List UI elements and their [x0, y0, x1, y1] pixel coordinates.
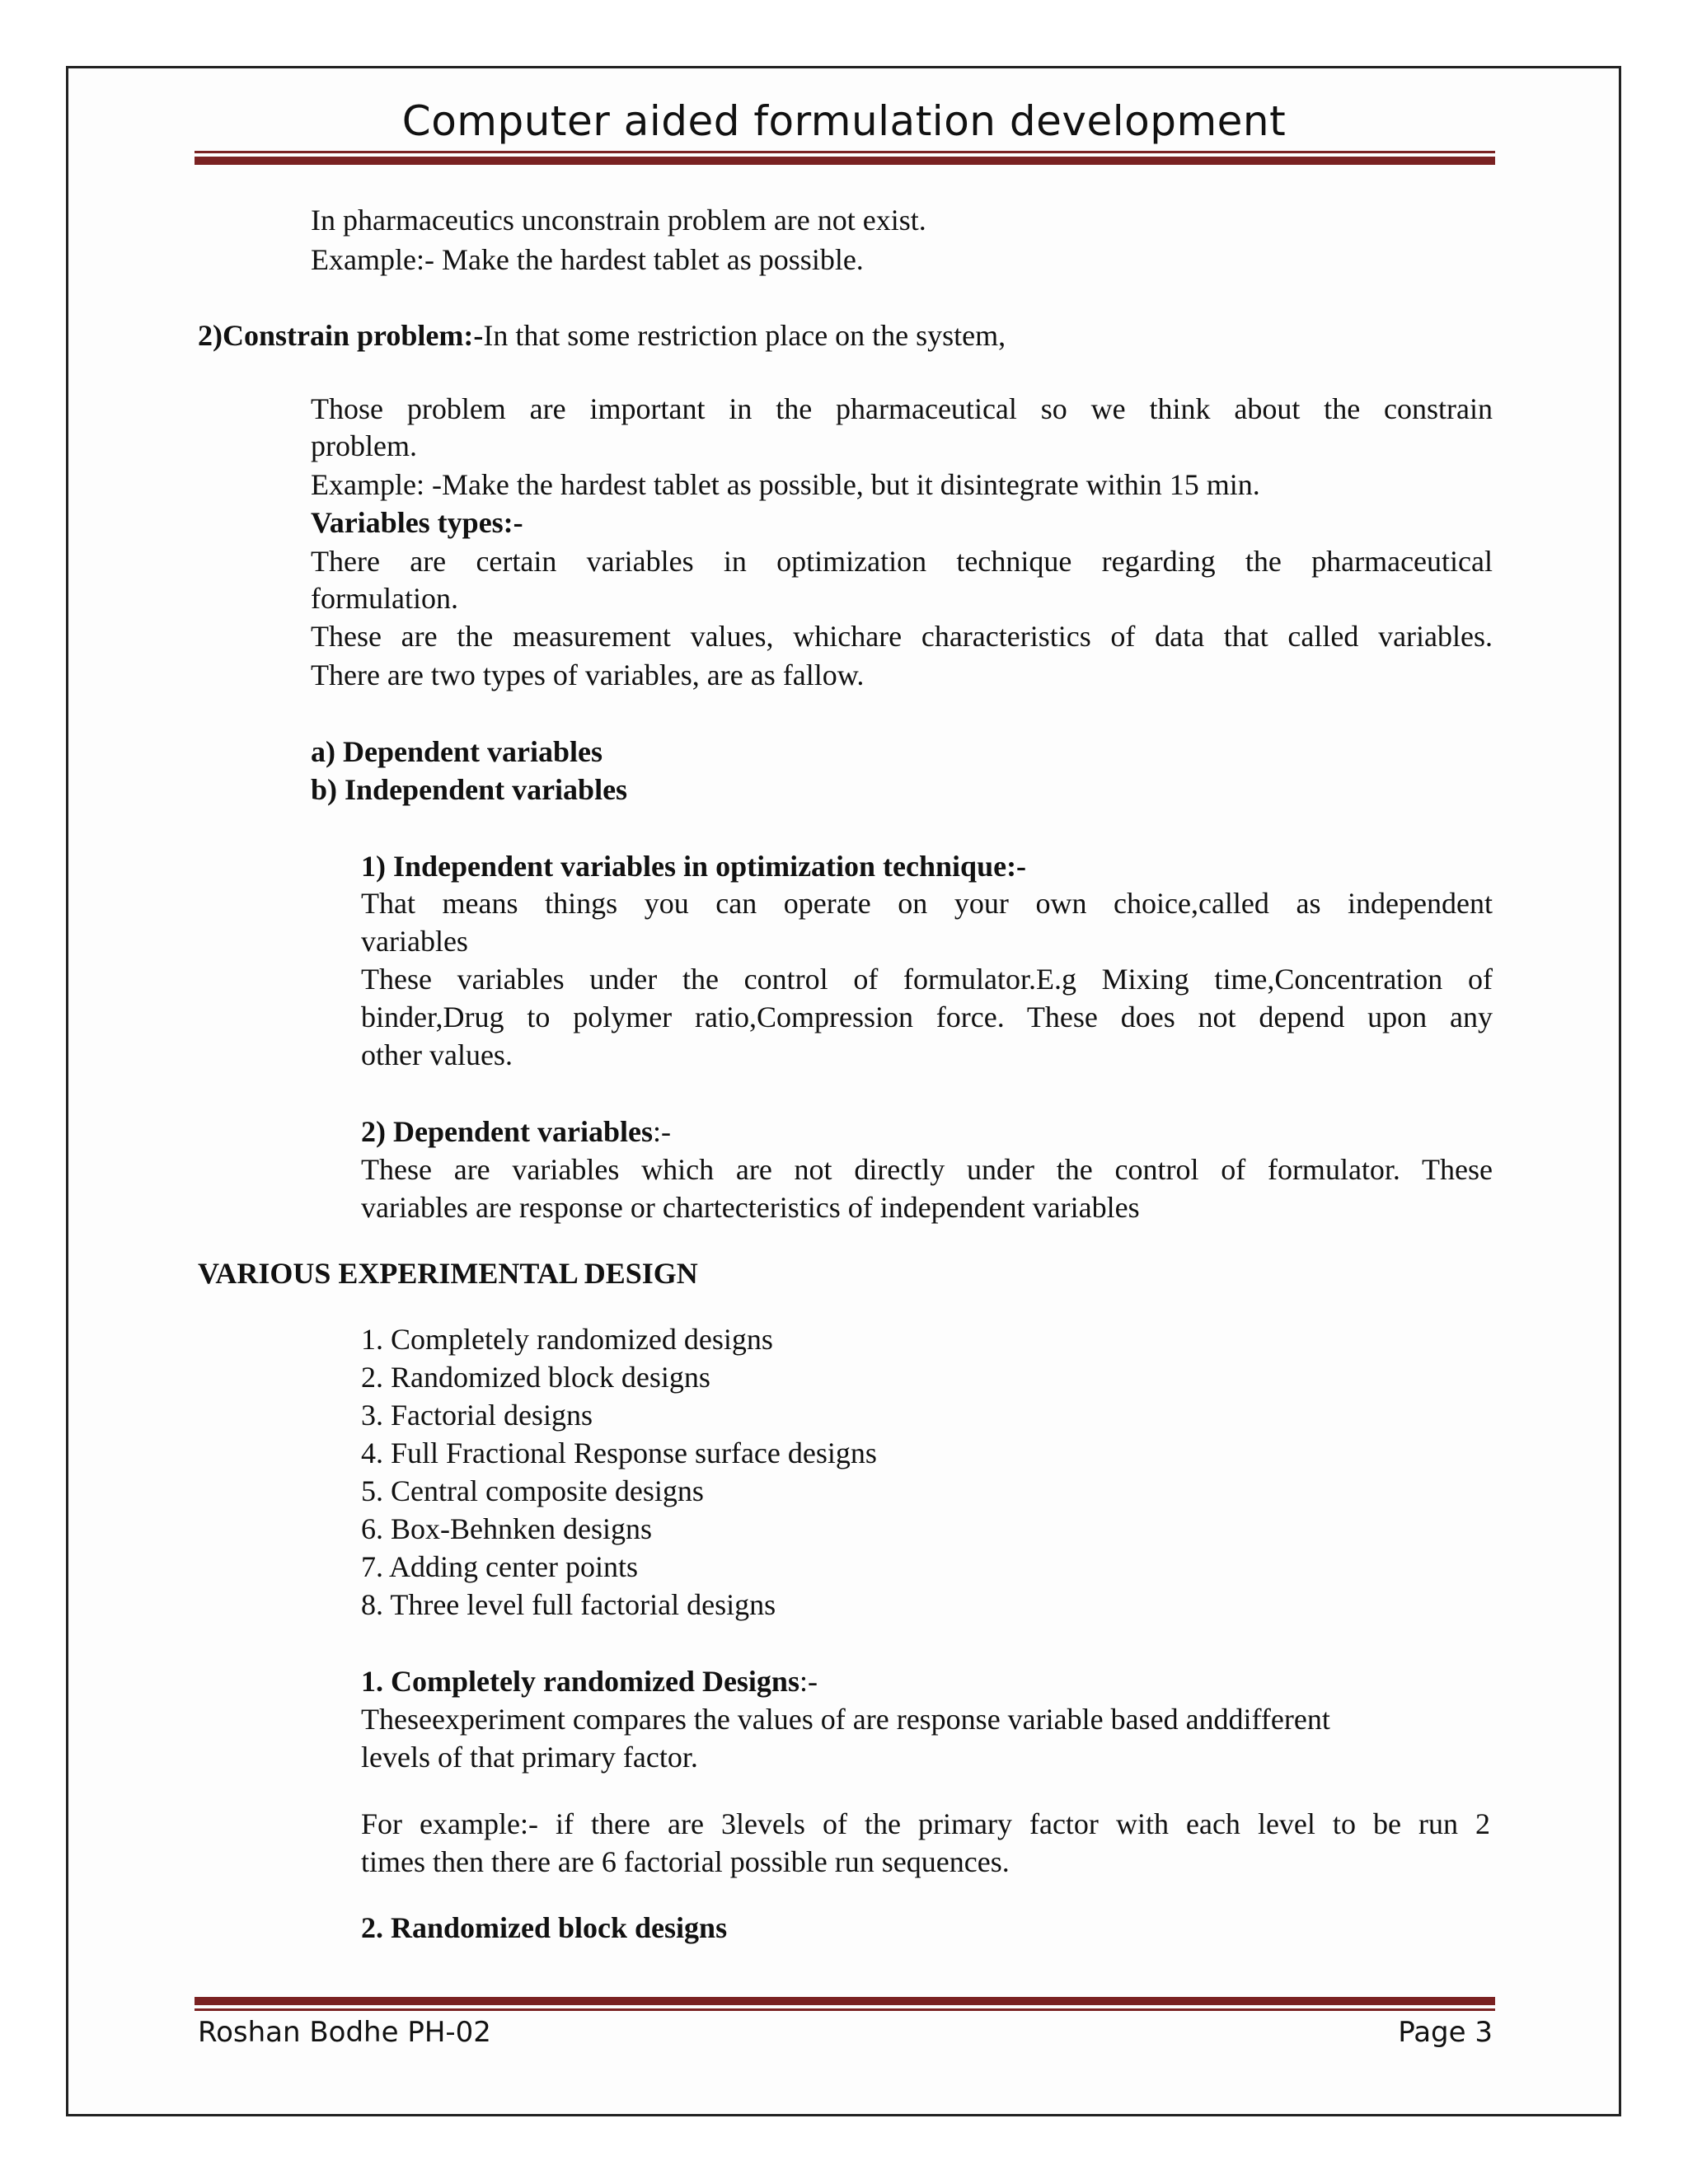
text-line: problem.: [311, 429, 417, 462]
list-item: a) Dependent variables: [311, 735, 603, 768]
footer-rule: [195, 1997, 1495, 2011]
text-line: Example: -Make the hardest tablet as possible, but it disintegrate within 15 min.: [311, 468, 1260, 501]
design-list-item: 6. Box-Behnken designs: [361, 1512, 652, 1545]
page-header-title: Computer aided formulation development: [401, 97, 1287, 145]
constrain-problem-label: 2)Constrain problem:-: [198, 319, 484, 352]
dependent-variables-heading-bold: 2) Dependent variables: [361, 1115, 653, 1148]
list-item: b) Independent variables: [311, 773, 628, 806]
text-line: There are two types of variables, are as fallow.: [311, 658, 865, 691]
text-line: These are variables which are not directly under the control of formulator. These: [361, 1153, 1493, 1186]
text-line: Example:- Make the hardest tablet as possible.: [311, 243, 864, 276]
randomized-block-heading: 2. Randomized block designs: [361, 1911, 728, 1944]
text-line: There are certain variables in optimization technique regarding the pharmaceutical: [311, 545, 1493, 578]
text-line: binder,Drug to polymer ratio,Compression force. These does not depend upon any: [361, 1001, 1493, 1033]
text-line: variables are response or chartecteristics of independent variables: [361, 1191, 1140, 1224]
text-line: These are the measurement values, whichare characteristics of data that called variables.: [311, 620, 1493, 653]
completely-randomized-heading: [361, 1662, 818, 1700]
independent-variables-heading: 1) Independent variables in optimization technique:-: [361, 850, 1027, 883]
design-list-item: 1. Completely randomized designs: [361, 1323, 773, 1356]
text-line: That means things you can operate on your own choice,called as independent: [361, 887, 1493, 920]
dependent-variables-heading: [361, 1113, 671, 1151]
design-list-item: 4. Full Fractional Response surface designs: [361, 1436, 877, 1469]
constrain-problem-line: [198, 316, 1006, 354]
header-rule: [195, 151, 1495, 165]
completely-randomized-heading-bold: 1. Completely randomized Designs: [361, 1665, 799, 1698]
footer-page-number: Page 3: [1398, 2016, 1493, 2049]
design-list-item: 3. Factorial designs: [361, 1399, 593, 1432]
text-line: These variables under the control of formulator.E.g Mixing time,Concentration of: [361, 963, 1493, 996]
design-list-item: 2. Randomized block designs: [361, 1361, 710, 1394]
text-line: In pharmaceutics unconstrain problem are not exist.: [311, 204, 926, 237]
text-line: levels of that primary factor.: [361, 1741, 698, 1774]
section-heading: VARIOUS EXPERIMENTAL DESIGN: [198, 1257, 698, 1290]
text-line: Those problem are important in the pharmaceutical so we think about the constrain: [311, 392, 1493, 425]
design-list-item: 7. Adding center points: [361, 1550, 638, 1583]
completely-randomized-heading-suffix: :-: [799, 1665, 818, 1698]
text-line: Theseexperiment compares the values of are response variable based anddifferent: [361, 1703, 1330, 1736]
footer-author: Roshan Bodhe PH-02: [198, 2016, 491, 2049]
text-line: formulation.: [311, 582, 458, 615]
text-line: other values.: [361, 1038, 513, 1071]
text-line: variables: [361, 925, 468, 958]
design-list-item: 8. Three level full factorial designs: [361, 1588, 776, 1621]
variables-types-heading: Variables types:-: [311, 506, 523, 539]
text-line: For example:- if there are 3levels of the primary factor with each level to be run 2: [361, 1807, 1490, 1840]
text-line: times then there are 6 factorial possible run sequences.: [361, 1845, 1010, 1878]
constrain-problem-text: In that some restriction place on the system,: [483, 319, 1006, 352]
dependent-variables-heading-suffix: :-: [653, 1115, 671, 1148]
design-list-item: 5. Central composite designs: [361, 1474, 704, 1507]
